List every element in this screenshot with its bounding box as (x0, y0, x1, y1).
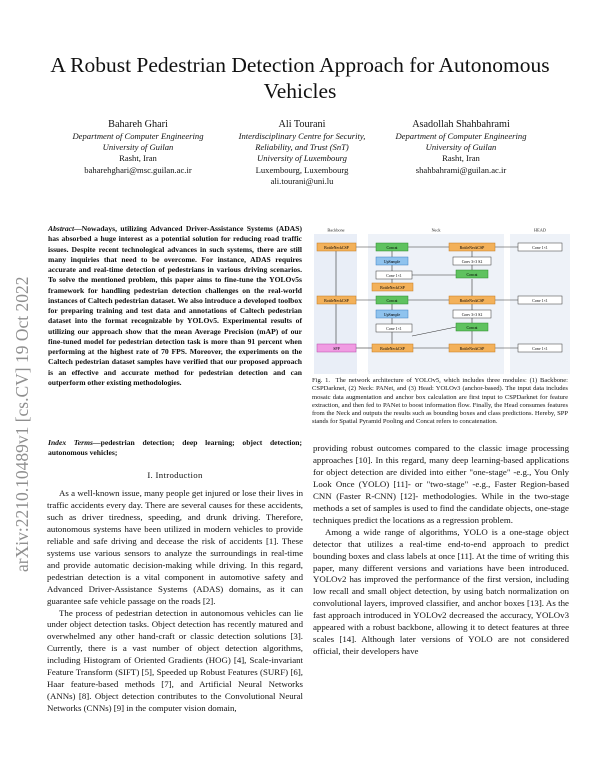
caption-prefix: Fig. 1. (312, 377, 331, 384)
svg-text:UpSample: UpSample (383, 259, 401, 264)
body-paragraph: providing robust outcomes compared to the classic image processing approaches [10]. In this regard, many deep learning-based applications for object detection are divided into either "one-stage" -e.g., You Only Look Once (YOLO) [11]- or "two-stage" -e.g., Faster Region-based CNN (Faster R-CNN) [12]- methodologies. While in the two-stage methods a set of samples is used to find the candidate objects, one-stage techniques predict the locations as a regression problem. (313, 443, 569, 525)
author-location: Rasht, Iran (442, 153, 480, 164)
svg-text:BottleNeckCSP: BottleNeckCSP (459, 346, 485, 351)
backbone-header: Backbone (327, 227, 345, 233)
author-email[interactable]: baharehghari@msc.guilan.ac.ir (84, 164, 192, 175)
author-block-3 (378, 118, 544, 176)
author-affiliation: Department of Computer Engineering (72, 131, 204, 141)
body-paragraph: The process of pedestrian detection in autonomous vehicles can lie under object detection tasks. Object detection has recently matured and overwhelmed any other hand-craft or classic detection solutions [3]. Currently, there is a vast number of object detection algorithms, including Histogram of Oriented Gradients (HOG) [4], Scale-invariant Feature Transform (SIFT) [5], Speeded up Robust Features (SURF) [6], Haar feature-based methods [7], and Artificial Neural Networks (ANNs) [8]. Object detection contributes to the Convolutional Neural Networks (CNNs) [9] in the computer vision domain, (47, 607, 303, 714)
neck-upsample-1 (376, 257, 408, 265)
neck-concat-1 (376, 243, 408, 251)
svg-text:Conv 3×3 S2: Conv 3×3 S2 (461, 312, 483, 317)
author-location: Rasht, Iran (119, 153, 157, 164)
head-header: HEAD (534, 227, 546, 233)
svg-text:BottleNeckCSP: BottleNeckCSP (324, 245, 349, 250)
backbone-csp-1 (317, 243, 356, 251)
author-name: Ali Tourani (278, 119, 326, 130)
svg-text:UpSample: UpSample (383, 312, 401, 317)
backbone-csp-2 (317, 296, 356, 304)
svg-text:Conv 1×1: Conv 1×1 (532, 298, 548, 303)
svg-text:SPP: SPP (333, 346, 340, 351)
author-name: Bahareh Ghari (108, 119, 168, 130)
svg-text:BottleNeckCSP: BottleNeckCSP (459, 298, 485, 303)
backbone-spp (317, 344, 356, 352)
caption-text: The network architecture of YOLOv5, which includes three modules: (1) Backbone: CSPDarknet, (2) Neck: PANet, and (3) Head: YOLOv3 (anchor-based). The input data includes mosaic data augmentation and anchor box calculation are first input to CSPDarknet for feature extraction, and then fed to PANet to boost information flow. Finally, the Head consumes features from the Neck and outputs the results such as bounding boxes and class predictions. Hereby, SPP stands for Spatial Pyramid Pooling and Concat refers to concatenation. (312, 377, 569, 426)
neck-conv-2 (376, 324, 412, 332)
neck-header: Neck (431, 227, 441, 233)
architecture-figure (312, 226, 574, 376)
body-paragraph: Among a wide range of algorithms, YOLO is a one-stage object detector that utilizes a real-time end-to-end approach to predict bounding boxes and class labels at once [11]. At the time of writing this paper, many different versions and variations have been introduced. YOLOv2 has improved the performance of the first version, including low recall and small object detection, by using batch normalization on convolutional layers, improved classifier, and anchor boxes [13]. As the fast approach introduced in YOLOv2 decreased the accuracy, YOLOv3 appeared with a robust backbone, allowing it to detect features at three scales [14]. Although later versions of YOLO are not considered official, their developers have (313, 526, 569, 657)
author-block-2 (222, 118, 382, 187)
svg-text:Conv 1×1: Conv 1×1 (532, 245, 548, 250)
author-email[interactable]: shahbahrami@guilan.ac.ir (415, 164, 507, 175)
abstract-label: Abstract (48, 224, 75, 233)
index-terms-text: —pedestrian detection; deep learning; object detection; autonomous vehicles; (48, 438, 302, 458)
body-paragraph: As a well-known issue, many people get injured or lose their lives in traffic accidents every day. There are several causes for these accidents, such as driver tiredness, speeding, and drunk driving. Therefore, autonomous systems have been utilized in modern vehicles to provide reliable and safe driving and decease the risk of accidents [1]. These systems use various sensors to analyze the surroundings in real-time and provide automatic decision-making while driving. In this regard, pedestrian detection is a vital component in automotive safety and Advanced Driver-Assistance Systems (ADAS) domains, as it can guarantee safe vehicle passage on the roads [2]. (47, 488, 303, 606)
head-conv-3 (518, 344, 562, 352)
neck-concat-right-1 (456, 270, 488, 278)
neck-csp-1 (372, 283, 413, 291)
svg-text:Concat: Concat (466, 272, 478, 277)
index-terms (48, 438, 302, 459)
abstract (48, 224, 302, 388)
svg-text:BottleNeckCSP: BottleNeckCSP (459, 245, 485, 250)
neck-concat-right-2 (456, 323, 488, 331)
left-column (47, 488, 303, 715)
figure-caption (312, 377, 568, 427)
head-conv-2 (518, 296, 562, 304)
abstract-text: —Nowadays, utilizing Advanced Driver-Assistance Systems (ADAS) has absorbed a huge interest as a potential solution for reducing road traffic issues. Despite recent technological advances in such systems, there are still many inquiries that need to be overcome. For instance, ADAS requires accurate and real-time detection of pedestrians in various driving scenarios. To solve the mentioned problem, this paper aims to fine-tune the YOLOv5s framework for handling pedestrian detection challenges on the real-world instances of Caltech pedestrian dataset. We also introduce a developed toolbox for preparing training and test data and annotations of Caltech pedestrian dataset into the format recognizable by YOLOv5. Experimental results of utilizing our approach show that the mean Average Precision (mAP) of our fine-tuned model for pedestrian detection task is more than 91 percent when performing at the highest rate of 70 FPS. Moreover, the experiments on the Caltech pedestrian dataset samples have verified that our proposed approach is an effective and accurate method for pedestrian detection and can outperform other existing methodologies. (48, 224, 302, 387)
author-affiliation: Reliability, and Trust (SnT) (255, 142, 349, 153)
neck-csp-bottom (372, 344, 413, 352)
svg-text:Conv 1×1: Conv 1×1 (386, 326, 402, 331)
author-affiliation: Interdisciplinary Centre for Security, (238, 131, 366, 141)
svg-text:Concat: Concat (466, 325, 478, 330)
svg-text:BottleNeckCSP: BottleNeckCSP (324, 298, 349, 303)
neck-conv3-s2-b (453, 310, 491, 318)
author-location: Luxembourg, Luxembourg (255, 164, 349, 175)
neck-csp-right-2 (449, 296, 495, 304)
svg-text:Concat: Concat (386, 298, 398, 303)
author-block-1 (58, 118, 218, 176)
svg-text:Concat: Concat (386, 245, 398, 250)
svg-text:Conv 1×1: Conv 1×1 (532, 346, 548, 351)
svg-text:BottleNeckCSP: BottleNeckCSP (380, 285, 405, 290)
neck-csp-right-3 (449, 344, 495, 352)
neck-conv3-s2-a (453, 257, 491, 265)
svg-text:Conv 1×1: Conv 1×1 (386, 273, 402, 278)
neck-concat-2 (376, 296, 408, 304)
svg-text:BottleNeckCSP: BottleNeckCSP (380, 346, 405, 351)
neck-csp-right-1 (449, 243, 495, 251)
neck-upsample-2 (376, 310, 408, 318)
arxiv-id: arXiv:2210.10489v1 [cs.CV] 19 Oct 2022 (12, 276, 32, 572)
author-affiliation: University of Luxembourg (257, 153, 347, 164)
svg-text:Conv 3×3 S2: Conv 3×3 S2 (461, 259, 483, 264)
arxiv-stamp (6, 200, 36, 572)
head-conv-1 (518, 243, 562, 251)
neck-conv-1 (376, 271, 412, 279)
author-affiliation: University of Guilan (102, 142, 174, 153)
right-column (313, 443, 569, 658)
paper-title: A Robust Pedestrian Detection Approach for Autonomous Vehicles (50, 53, 550, 103)
author-affiliation: Department of Computer Engineering (395, 131, 527, 141)
author-affiliation: University of Guilan (425, 142, 497, 153)
author-name: Asadollah Shahbahrami (412, 119, 510, 130)
author-email[interactable]: ali.tourani@uni.lu (270, 175, 334, 186)
index-terms-label: Index Terms (48, 438, 93, 447)
section-heading: I. Introduction (147, 470, 203, 480)
